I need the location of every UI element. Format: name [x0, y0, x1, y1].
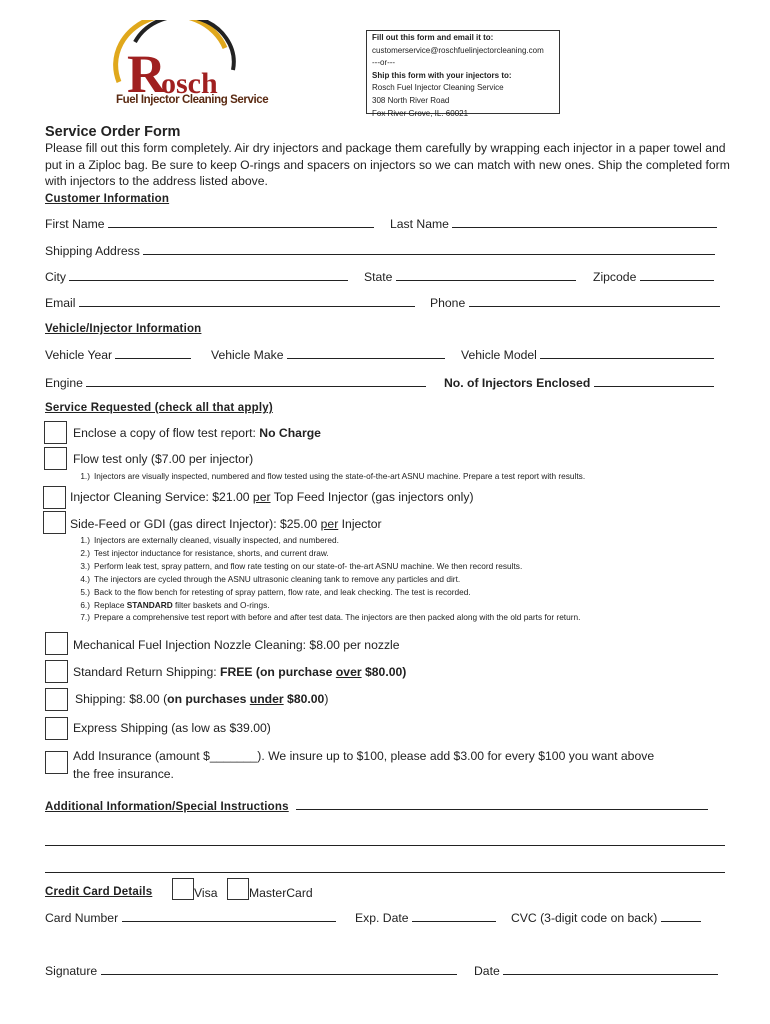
side-feed-per: per: [320, 517, 339, 531]
standard-return-option: [73, 665, 406, 679]
engine-field[interactable]: [86, 385, 426, 387]
signature-field[interactable]: [101, 973, 457, 975]
note-text: Prepare a comprehensive test report with before and after test data. The injectors are then packed along with the old parts for return.: [94, 612, 581, 623]
address-line: Fox River Grove, IL. 60021: [372, 108, 469, 118]
flow-test-label: Flow test only ($7.00 per injector): [73, 452, 254, 466]
credit-card-heading: Credit Card Details: [45, 886, 153, 898]
zipcode-field[interactable]: [640, 279, 714, 281]
city-label: City: [45, 270, 66, 284]
list-item: 1.) Injectors are externally cleaned, visually inspected, and numbered.: [80, 535, 339, 545]
phone-field[interactable]: [469, 305, 720, 307]
cvc-field[interactable]: [661, 920, 701, 922]
mastercard-checkbox[interactable]: [227, 878, 249, 900]
list-item: 4.) The injectors are cycled through the ASNU ultrasonic cleaning tank to remove any particles and dirt.: [80, 573, 461, 584]
note-text: Test injector inductance for resistance, shorts, and current draw.: [94, 547, 329, 558]
logo-word: osch: [161, 67, 218, 100]
flow-report-checkbox[interactable]: [44, 421, 67, 444]
vehicle-make-field[interactable]: [287, 357, 445, 359]
top-feed-option: [70, 490, 474, 504]
side-feed-text: Side-Feed or GDI (gas direct Injector): $25.00: [70, 517, 321, 531]
exp-date-field[interactable]: [412, 920, 496, 922]
ship-instruction: Ship this form with your injectors to:: [372, 70, 512, 80]
card-number-field[interactable]: [122, 920, 336, 922]
note-text: Injectors are externally cleaned, visually inspected, and numbered.: [94, 535, 339, 545]
list-item: 2.) Test injector inductance for resistance, shorts, and current draw.: [80, 547, 329, 558]
shipping-address-label: Shipping Address: [45, 244, 140, 258]
vehicle-year-field[interactable]: [115, 357, 191, 359]
list-item: 3.) Perform leak test, spray pattern, and flow rate testing on our state-of- the-art ASNU machine. We then record results.: [80, 560, 523, 571]
shipping-text: Shipping: $8.00 (: [75, 692, 168, 706]
instructions-paragraph: Please fill out this form completely. Air dry injectors and package them carefully by wrapping each injector in a paper towel and put in a Ziploc bag. Be sure to keep O-rings and spacers on injectors so we can match with new ones. Ship the completed form with injectors to the address listed above.: [45, 141, 730, 188]
flow-report-label: Enclose a copy of flow test report:: [73, 426, 260, 440]
shipping-address-field[interactable]: [143, 253, 715, 255]
standard-return-condition: (on purchase: [252, 665, 336, 679]
first-name-field[interactable]: [108, 226, 374, 228]
flow-report-option: [73, 426, 321, 440]
side-feed-option: [70, 517, 382, 531]
email-label: Email: [45, 296, 76, 310]
signature-label: Signature: [45, 964, 98, 978]
note-emphasis: STANDARD: [126, 599, 173, 610]
list-item: 7.) Prepare a comprehensive test report with before and after test data. The injectors are then packed along with the old parts for return.: [80, 612, 581, 623]
state-field[interactable]: [396, 279, 576, 281]
express-checkbox[interactable]: [45, 717, 68, 740]
email-field[interactable]: [79, 305, 415, 307]
address-line: Rosch Fuel Injector Cleaning Service: [372, 83, 504, 93]
top-feed-per: per: [252, 490, 271, 504]
logo-letter: R: [127, 44, 166, 104]
additional-info-line[interactable]: [45, 845, 725, 846]
vehicle-make-label: Vehicle Make: [211, 348, 284, 362]
note-text: The injectors are cycled through the ASNU ultrasonic cleaning tank to remove any particles and dirt.: [94, 573, 461, 584]
list-item: 6.) Replace STANDARD filter baskets and O-rings.: [80, 599, 270, 610]
services-section-heading: Service Requested (check all that apply): [45, 402, 273, 414]
top-feed-checkbox[interactable]: [43, 486, 66, 509]
shipping-checkbox[interactable]: [45, 688, 68, 711]
flow-test-checkbox[interactable]: [44, 447, 67, 470]
vehicle-year-label: Vehicle Year: [45, 348, 113, 362]
note-text: Back to the flow bench for retesting of spray pattern, flow rate, and leak checking. The test is recorded.: [94, 586, 471, 597]
insurance-checkbox[interactable]: [45, 751, 68, 774]
date-label: Date: [474, 964, 500, 978]
injector-count-field[interactable]: [594, 385, 714, 387]
insurance-line-2: the free insurance.: [73, 767, 174, 781]
flow-test-note: Injectors are visually inspected, numbered and flow tested using the state-of-the-art ASNU machine. Prepare a test report with results.: [94, 471, 586, 481]
additional-info-line[interactable]: [45, 872, 725, 873]
side-feed-text-end: Injector: [338, 517, 382, 531]
over-text: over: [335, 665, 362, 679]
note-text: Perform leak test, spray pattern, and flow rate testing on our state-of- the-art ASNU machine. We then record results.: [94, 560, 523, 571]
standard-return-amount: $80.00): [361, 665, 407, 679]
visa-label: Visa: [194, 886, 218, 900]
side-feed-checkbox[interactable]: [43, 511, 66, 534]
mechanical-checkbox[interactable]: [45, 632, 68, 655]
email-instruction: Fill out this form and email it to:: [372, 33, 494, 42]
top-feed-text-end: Top Feed Injector (gas injectors only): [270, 490, 474, 504]
under-text: under: [249, 692, 284, 706]
additional-info-heading: Additional Information/Special Instructions: [45, 801, 289, 813]
card-number-label: Card Number: [45, 911, 119, 925]
shipping-condition: on purchases: [167, 692, 250, 706]
side-feed-notes: [66, 534, 580, 624]
flow-test-notes: 1.) Injectors are visually inspected, numbered and flow tested using the state-of-the-art ASNU machine. Prepare a test report with results.: [80, 471, 586, 481]
first-name-label: First Name: [45, 217, 105, 231]
shipping-text-end: ): [324, 692, 329, 706]
visa-checkbox[interactable]: [172, 878, 194, 900]
list-item: 5.) Back to the flow bench for retesting of spray pattern, flow rate, and leak checking. The test is recorded.: [80, 586, 471, 597]
note-text: filter baskets and O-rings.: [172, 599, 270, 610]
mastercard-label: MasterCard: [249, 886, 313, 900]
mechanical-label: Mechanical Fuel Injection Nozzle Cleaning: $8.00 per nozzle: [73, 638, 400, 652]
free-text: FREE: [220, 665, 253, 679]
zipcode-label: Zipcode: [593, 270, 637, 284]
shipping-option: [75, 692, 328, 706]
top-feed-text: Injector Cleaning Service: $21.00: [70, 490, 253, 504]
last-name-field[interactable]: [452, 226, 717, 228]
standard-return-text: Standard Return Shipping:: [73, 665, 221, 679]
additional-info-field[interactable]: [296, 808, 708, 810]
express-label: Express Shipping (as low as $39.00): [73, 721, 271, 735]
address-line: 308 North River Road: [372, 95, 450, 105]
vehicle-model-field[interactable]: [540, 357, 714, 359]
state-label: State: [364, 270, 393, 284]
last-name-label: Last Name: [390, 217, 449, 231]
standard-return-checkbox[interactable]: [45, 660, 68, 683]
contact-box: [366, 30, 560, 118]
form-title: Service Order Form: [45, 124, 181, 140]
phone-label: Phone: [430, 296, 466, 310]
vehicle-model-label: Vehicle Model: [461, 348, 537, 362]
date-field[interactable]: [503, 973, 718, 975]
city-field[interactable]: [69, 279, 348, 281]
customer-section-heading: Customer Information: [45, 193, 170, 205]
shipping-amount: $80.00: [283, 692, 325, 706]
engine-label: Engine: [45, 376, 83, 390]
contact-email: customerservice@roschfuelinjectorcleaning.com: [372, 45, 544, 55]
note-text: Replace: [94, 599, 127, 610]
vehicle-section-heading: Vehicle/Injector Information: [45, 323, 202, 335]
injector-count-label: No. of Injectors Enclosed: [444, 376, 591, 390]
or-separator: ---or---: [372, 58, 396, 68]
exp-date-label: Exp. Date: [355, 911, 409, 925]
logo-tagline: Fuel Injector Cleaning Service: [116, 94, 269, 106]
insurance-line-1: Add Insurance (amount $_______). We insure up to $100, please add $3.00 for every $100 you want above: [73, 749, 655, 763]
cvc-label: CVC (3-digit code on back): [511, 911, 658, 925]
no-charge-text: No Charge: [259, 426, 321, 440]
